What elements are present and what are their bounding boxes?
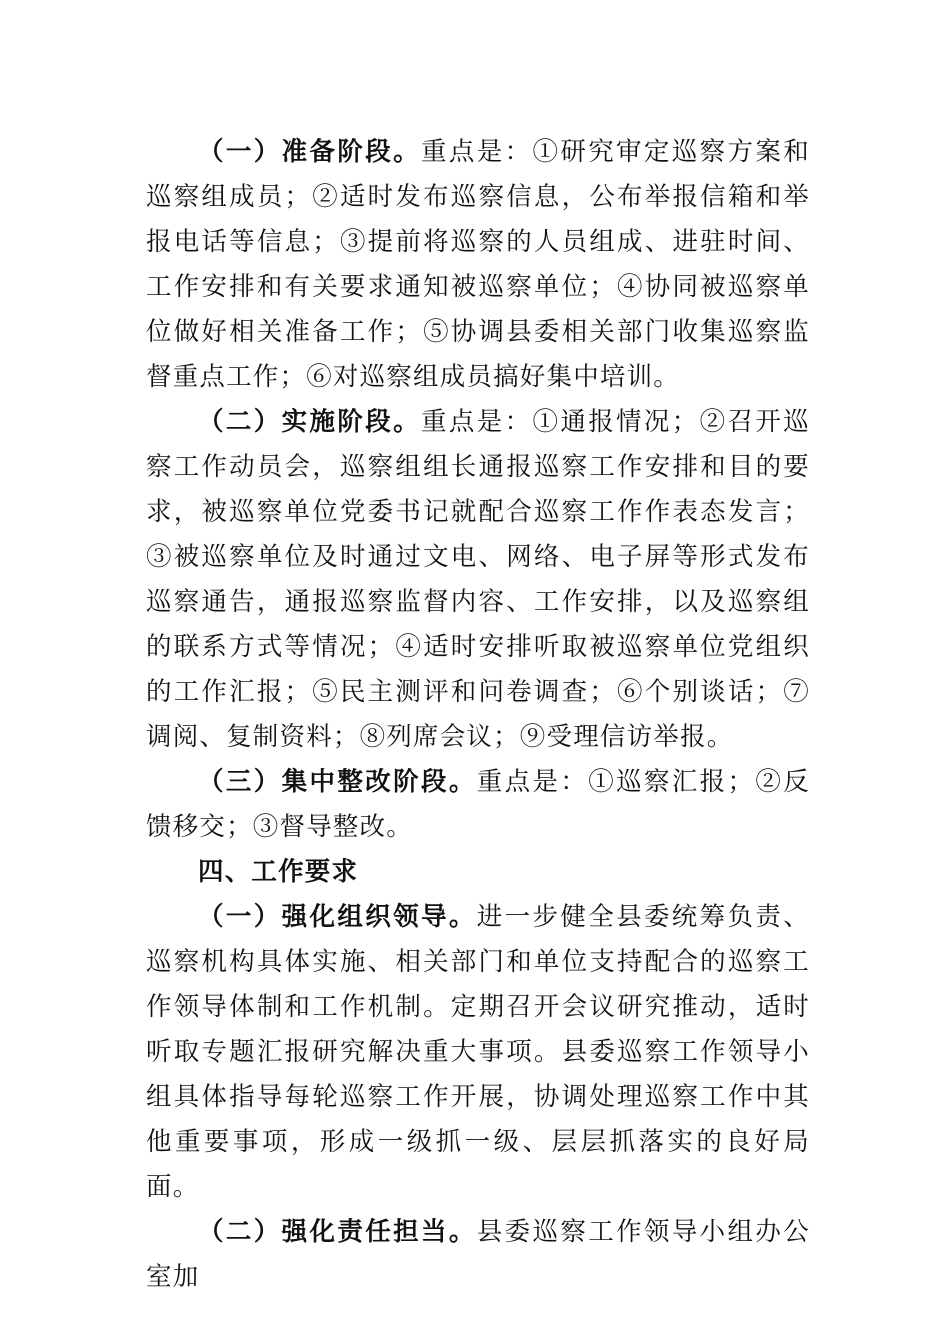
- document-body: [146, 130, 810, 1300]
- paragraph-lead: （一）准备阶段。: [198, 137, 421, 167]
- paragraph-text: 重点是：①通报情况；②召开巡察工作动员会，巡察组组长通报巡察工作安排和目的要求，被巡察单位党委书记就配合巡察工作作表态发言；③被巡察单位及时通过文电、网络、电子屏等形式发布巡察通告，通报巡察监督内容、工作安排，以及巡察组的联系方式等情况；④适时安排听取被巡察单位党组织的工作汇报；⑤民主测评和问卷调查；⑥个别谈话；⑦调阅、复制资料；⑧列席会议；⑨受理信访举报。: [146, 407, 810, 752]
- paragraph-text: 进一步健全县委统筹负责、巡察机构具体实施、相关部门和单位支持配合的巡察工作领导体制和工作机制。定期召开会议研究推动，适时听取专题汇报研究解决重大事项。县委巡察工作领导小组具体指导每轮巡察工作开展，协调处理巡察工作中其他重要事项，形成一级抓一级、层层抓落实的良好局面。: [146, 902, 810, 1202]
- paragraph-text: 重点是：①巡察汇报；②反馈移交；③督导整改。: [146, 767, 810, 842]
- paragraph-implementation-stage: [146, 400, 810, 760]
- paragraph-preparation-stage: [146, 130, 810, 400]
- paragraph-text: 重点是：①研究审定巡察方案和巡察组成员；②适时发布巡察信息，公布举报信箱和举报电话等信息；③提前将巡察的人员组成、进驻时间、工作安排和有关要求通知被巡察单位；④协同被巡察单位做好相关准备工作；⑤协调县委相关部门收集巡察监督重点工作；⑥对巡察组成员搞好集中培训。: [146, 137, 810, 392]
- paragraph-lead: （一）强化组织领导。: [198, 902, 477, 932]
- paragraph-lead: （二）强化责任担当。: [198, 1217, 477, 1247]
- paragraph-organizational-leadership: [146, 895, 810, 1210]
- paragraph-lead: （三）集中整改阶段。: [198, 767, 477, 797]
- paragraph-responsibility: [146, 1210, 810, 1300]
- paragraph-lead: （二）实施阶段。: [198, 407, 421, 437]
- section-heading: 四、工作要求: [198, 857, 359, 887]
- paragraph-text: 县委巡察工作领导小组办公室加: [146, 1217, 810, 1292]
- paragraph-rectification-stage: [146, 760, 810, 850]
